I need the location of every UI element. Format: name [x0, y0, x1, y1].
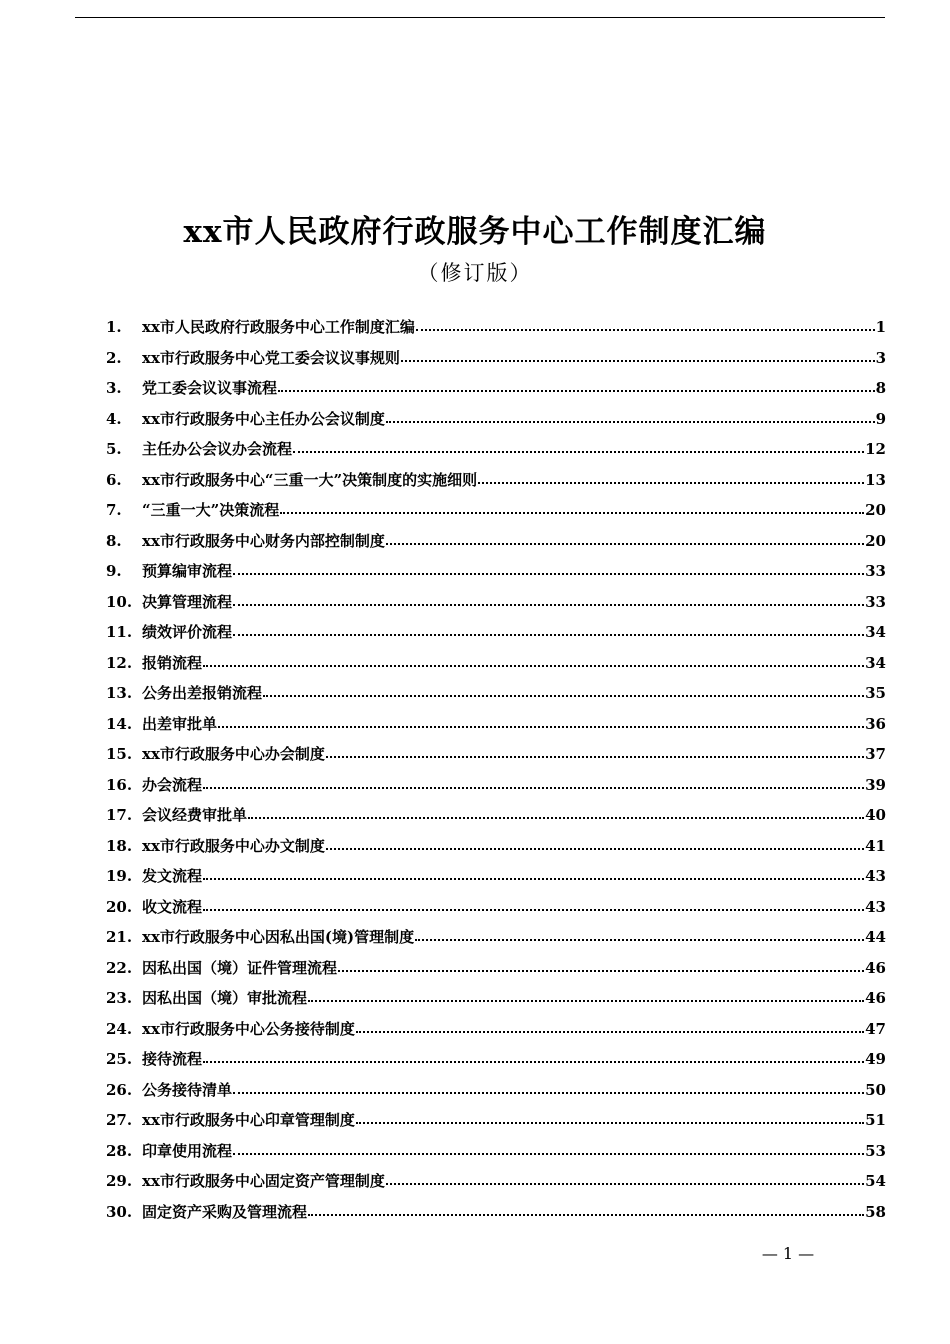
toc-entry-page: 40 [865, 806, 886, 824]
toc-dot-leader [233, 633, 864, 636]
toc-dot-leader [233, 1152, 864, 1155]
toc-entry-page: 39 [865, 775, 886, 794]
toc-entry-page: 12 [865, 440, 886, 458]
toc-entry-number: 2. [106, 348, 122, 367]
toc-entry-page: 46 [865, 989, 886, 1007]
toc-entry[interactable] [106, 587, 886, 618]
toc-entry-title: 预算编审流程 [142, 562, 233, 580]
toc-entry-title: xx市行政服务中心办文制度 [142, 836, 325, 855]
toc-entry-page: 20 [865, 501, 886, 519]
toc-entry-title: 党工委会议议事流程 [142, 379, 278, 397]
toc-entry-title: 公务接待清单 [142, 1080, 233, 1099]
toc-dot-leader [263, 694, 864, 697]
toc-entry-title: 报销流程 [142, 653, 203, 672]
toc-entry-title: 印章使用流程 [142, 1141, 233, 1160]
toc-dot-leader [203, 877, 864, 880]
toc-dot-leader [416, 328, 875, 331]
document-title: xx市人民政府行政服务中心工作制度汇编 [183, 214, 767, 250]
toc-entry-number: 20. [106, 897, 133, 916]
toc-entry-number: 14. [106, 714, 133, 733]
toc-entry-page: 46 [865, 958, 886, 977]
toc-entry-title: 公务出差报销流程 [142, 684, 263, 702]
toc-entry[interactable] [106, 343, 886, 374]
toc-dot-leader [308, 1213, 864, 1216]
toc-entry-title: xx市行政服务中心主任办公会议制度 [142, 409, 385, 428]
toc-entry-page: 3 [875, 348, 886, 367]
toc-dot-leader [203, 664, 864, 667]
toc-entry-number: 16. [106, 775, 133, 794]
toc-entry-number: 13. [106, 684, 133, 702]
toc-entry-page: 50 [865, 1080, 886, 1099]
toc-entry-page: 36 [865, 714, 886, 733]
toc-entry-number: 19. [106, 867, 133, 885]
toc-entry[interactable] [106, 1105, 886, 1136]
toc-entry-page: 47 [865, 1019, 886, 1038]
toc-dot-leader [280, 511, 864, 514]
toc-entry-number: 11. [106, 623, 133, 641]
toc-entry-title: xx市行政服务中心公务接待制度 [142, 1019, 355, 1038]
toc-entry-number: 18. [106, 836, 133, 855]
toc-entry[interactable] [106, 373, 886, 404]
toc-entry-title: xx市人民政府行政服务中心工作制度汇编 [142, 318, 415, 336]
toc-entry[interactable] [106, 495, 886, 526]
toc-entry-number: 7. [106, 501, 122, 519]
toc-entry-number: 25. [106, 1050, 133, 1068]
toc-dot-leader [278, 389, 875, 392]
toc-entry-number: 10. [106, 592, 133, 611]
toc-dot-leader [203, 908, 864, 911]
toc-entry[interactable] [106, 1044, 886, 1075]
toc-entry-title: 办会流程 [142, 775, 203, 794]
toc-entry-page: 43 [865, 897, 886, 916]
toc-entry-title: 主任办公会议办会流程 [142, 440, 293, 458]
toc-entry-number: 26. [106, 1080, 133, 1099]
toc-entry[interactable] [106, 434, 886, 465]
toc-dot-leader [308, 999, 864, 1002]
header-rule [75, 17, 885, 18]
page-number-footer: — 1 — [761, 1244, 815, 1263]
toc-entry-title: 发文流程 [142, 867, 203, 885]
toc-dot-leader [386, 1182, 864, 1185]
toc-entry-title: 绩效评价流程 [142, 623, 233, 641]
toc-entry-title: 决算管理流程 [142, 592, 233, 611]
toc-entry-title: 收文流程 [142, 897, 203, 916]
toc-entry-title: “三重一大”决策流程 [142, 501, 280, 519]
document-subtitle: （修订版） [417, 261, 533, 285]
toc-entry-number: 8. [106, 531, 122, 550]
toc-entry-page: 43 [865, 867, 886, 885]
toc-entry-page: 20 [865, 531, 886, 550]
toc-entry[interactable] [106, 953, 886, 984]
toc-entry-title: 会议经费审批单 [142, 806, 248, 824]
toc-entry-title: 出差审批单 [142, 714, 218, 733]
toc-entry-page: 51 [865, 1111, 886, 1129]
toc-dot-leader [386, 420, 875, 423]
toc-entry-number: 30. [106, 1202, 133, 1221]
toc-entry-page: 13 [865, 470, 886, 489]
toc-entry-page: 33 [865, 592, 886, 611]
toc-entry-title: xx市行政服务中心“三重一大”决策制度的实施细则 [142, 470, 478, 489]
toc-entry-page: 44 [865, 928, 886, 946]
toc-entry-page: 49 [865, 1050, 886, 1068]
toc-entry[interactable] [106, 800, 886, 831]
toc-entry-title: xx市行政服务中心财务内部控制制度 [142, 531, 385, 550]
toc-dot-leader [203, 786, 864, 789]
toc-entry[interactable] [106, 1136, 886, 1167]
toc-entry[interactable] [106, 678, 886, 709]
toc-entry[interactable] [106, 1075, 886, 1106]
toc-entry-page: 8 [875, 379, 886, 397]
toc-entry-title: 因私出国（境）审批流程 [142, 989, 308, 1007]
toc-dot-leader [248, 816, 864, 819]
toc-entry-number: 21. [106, 928, 133, 946]
toc-dot-leader [203, 1060, 864, 1063]
toc-entry[interactable] [106, 465, 886, 496]
toc-entry-page: 35 [865, 684, 886, 702]
toc-entry[interactable] [106, 617, 886, 648]
toc-entry-number: 24. [106, 1019, 133, 1038]
toc-entry[interactable] [106, 709, 886, 740]
toc-entry[interactable] [106, 739, 886, 770]
toc-entry-number: 5. [106, 440, 122, 458]
toc-entry[interactable] [106, 1197, 886, 1228]
toc-dot-leader [233, 603, 864, 606]
toc-entry-number: 22. [106, 958, 133, 977]
toc-entry-page: 53 [865, 1141, 886, 1160]
toc-entry-title: 固定资产采购及管理流程 [142, 1202, 308, 1221]
table-of-contents [106, 312, 886, 1227]
toc-entry[interactable] [106, 892, 886, 923]
toc-entry-number: 17. [106, 806, 133, 824]
toc-entry-number: 6. [106, 470, 122, 489]
toc-entry-number: 27. [106, 1111, 133, 1129]
toc-entry-title: xx市行政服务中心固定资产管理制度 [142, 1172, 385, 1190]
toc-dot-leader [233, 1091, 864, 1094]
toc-entry[interactable] [106, 983, 886, 1014]
toc-entry-title: xx市行政服务中心因私出国(境)管理制度 [142, 928, 415, 946]
toc-entry-number: 29. [106, 1172, 133, 1190]
toc-dot-leader [326, 847, 864, 850]
toc-entry[interactable] [106, 1166, 886, 1197]
toc-entry-page: 1 [875, 318, 886, 336]
toc-entry-page: 41 [865, 836, 886, 855]
toc-entry[interactable] [106, 1014, 886, 1045]
toc-dot-leader [218, 725, 864, 728]
toc-entry-number: 9. [106, 562, 122, 580]
toc-entry-number: 15. [106, 745, 133, 763]
toc-dot-leader [478, 481, 864, 484]
toc-entry[interactable] [106, 922, 886, 953]
toc-entry[interactable] [106, 404, 886, 435]
toc-entry-page: 33 [865, 562, 886, 580]
toc-dot-leader [386, 542, 864, 545]
toc-entry-title: xx市行政服务中心办会制度 [142, 745, 325, 763]
toc-entry-title: xx市行政服务中心印章管理制度 [142, 1111, 355, 1129]
toc-dot-leader [338, 969, 864, 972]
toc-entry[interactable] [106, 861, 886, 892]
toc-dot-leader [415, 938, 864, 941]
toc-dot-leader [401, 359, 875, 362]
toc-entry-page: 58 [865, 1202, 886, 1221]
toc-entry-number: 1. [106, 318, 122, 336]
toc-entry-number: 3. [106, 379, 122, 397]
toc-entry[interactable] [106, 831, 886, 862]
toc-entry-title: 接待流程 [142, 1050, 203, 1068]
toc-entry-page: 34 [865, 623, 886, 641]
toc-entry-number: 4. [106, 409, 122, 428]
toc-dot-leader [356, 1121, 864, 1124]
toc-entry-page: 34 [865, 653, 886, 672]
toc-entry-title: 因私出国（境）证件管理流程 [142, 958, 338, 977]
toc-entry-number: 23. [106, 989, 133, 1007]
toc-dot-leader [293, 450, 864, 453]
toc-entry[interactable] [106, 556, 886, 587]
toc-entry-page: 37 [865, 745, 886, 763]
toc-entry-page: 9 [875, 409, 886, 428]
toc-entry[interactable] [106, 770, 886, 801]
toc-entry-number: 28. [106, 1141, 133, 1160]
toc-dot-leader [326, 755, 864, 758]
toc-entry[interactable] [106, 312, 886, 343]
toc-entry[interactable] [106, 648, 886, 679]
toc-entry-title: xx市行政服务中心党工委会议议事规则 [142, 348, 400, 367]
toc-dot-leader [233, 572, 864, 575]
toc-entry[interactable] [106, 526, 886, 557]
toc-entry-number: 12. [106, 653, 133, 672]
toc-entry-page: 54 [865, 1172, 886, 1190]
toc-dot-leader [356, 1030, 864, 1033]
